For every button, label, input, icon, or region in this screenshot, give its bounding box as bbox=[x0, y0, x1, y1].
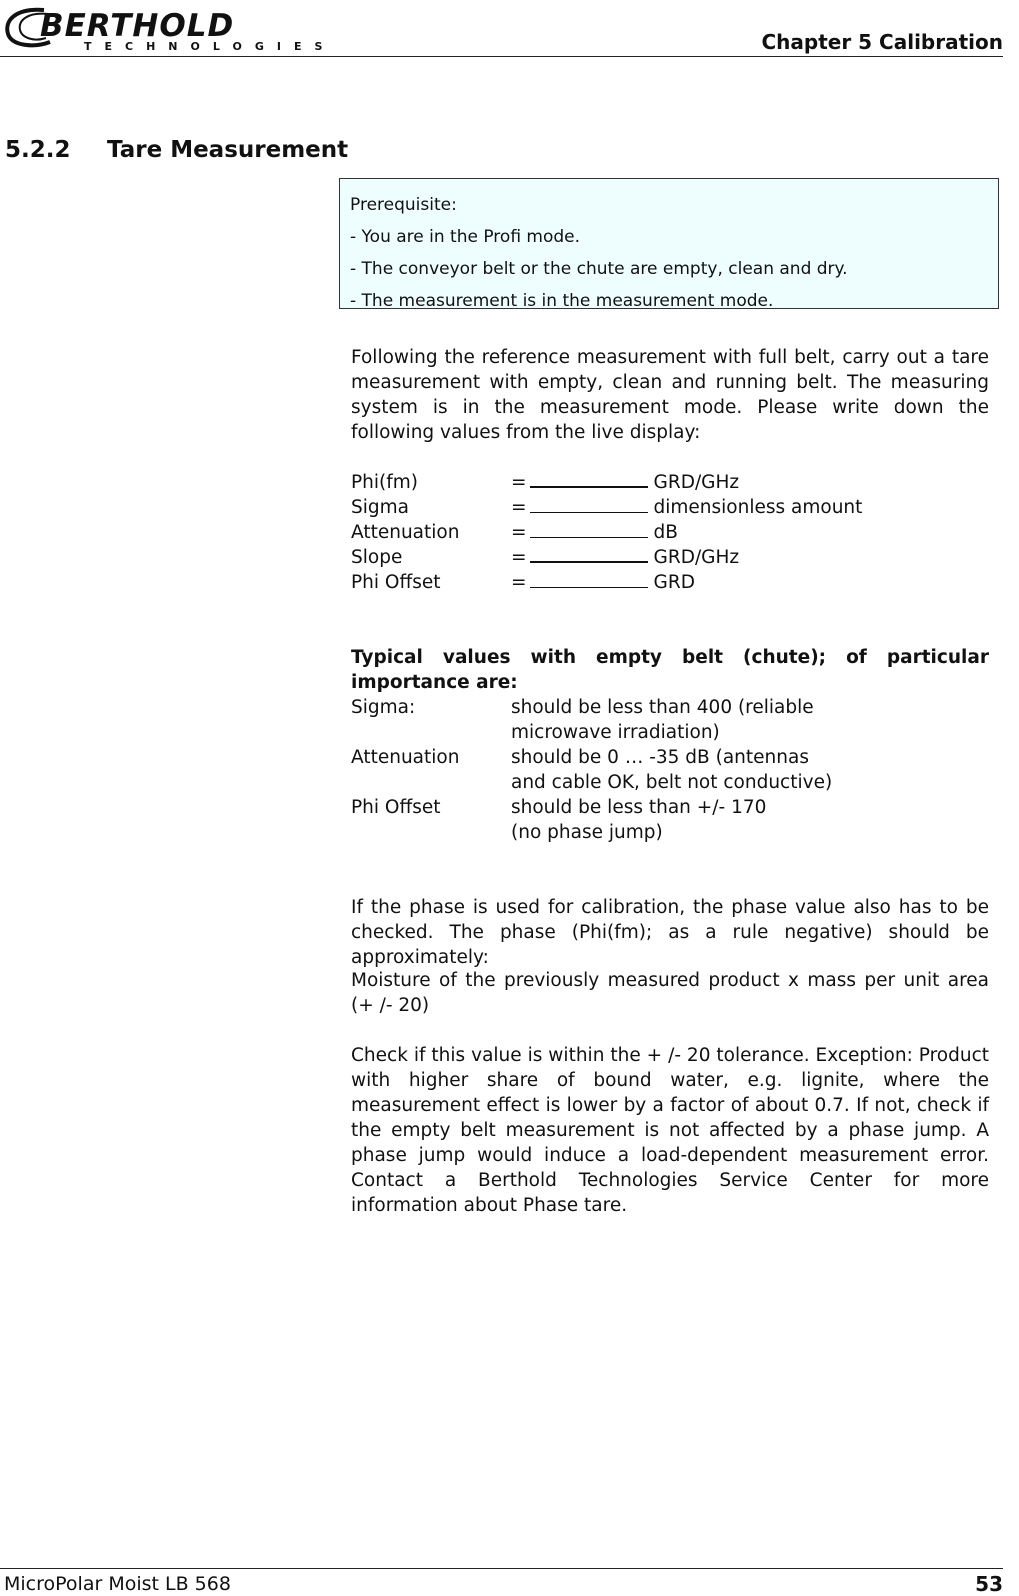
value-label: Sigma bbox=[351, 497, 409, 518]
value-row-fill bbox=[511, 520, 678, 545]
value-label: Slope bbox=[351, 547, 403, 568]
typical-label: Phi Offset bbox=[351, 797, 441, 818]
page-number: 53 bbox=[975, 1572, 1003, 1596]
chapter-title: Chapter 5 Calibration bbox=[761, 30, 1003, 54]
footer-product-name: MicroPolar Moist LB 568 bbox=[4, 1573, 231, 1595]
section-number: 5.2.2 bbox=[5, 137, 71, 163]
logo-subtext: TECHNOLOGIES bbox=[84, 40, 336, 53]
value-row-fill bbox=[511, 570, 695, 595]
section-title: Tare Measurement bbox=[107, 137, 349, 163]
value-row-fill bbox=[511, 470, 739, 495]
footer-divider bbox=[0, 1568, 1003, 1569]
logo-wordmark: BERTHOLD bbox=[40, 8, 235, 44]
blank-line bbox=[530, 586, 648, 588]
equals-sign: = bbox=[511, 472, 527, 493]
intro-paragraph: Following the reference measurement with full belt, carry out a tare measurement with empty, clean and running belt. The measuring system is in the measurement mode. Please write down the following values from the live display: bbox=[351, 347, 989, 443]
typical-text: should be less than +/- 170 bbox=[511, 797, 767, 818]
prerequisite-heading: Prerequisite: bbox=[350, 195, 457, 215]
typical-text: should be less than 400 (reliable bbox=[511, 697, 814, 718]
prerequisite-item: - You are in the Profi mode. bbox=[350, 227, 581, 247]
value-row-fill bbox=[511, 495, 862, 520]
value-unit: dB bbox=[653, 522, 678, 543]
typical-text: should be 0 … -35 dB (antennas bbox=[511, 747, 809, 768]
value-unit: dimensionless amount bbox=[653, 497, 863, 518]
moisture-paragraph: Moisture of the previously measured product x mass per unit area (+ /- 20) bbox=[351, 970, 989, 1016]
value-unit: GRD/GHz bbox=[653, 472, 740, 493]
value-unit: GRD/GHz bbox=[653, 547, 740, 568]
typical-heading-line2: importance are: bbox=[351, 672, 518, 693]
blank-line bbox=[530, 536, 648, 538]
value-label: Attenuation bbox=[351, 522, 460, 543]
equals-sign: = bbox=[511, 572, 527, 593]
blank-line bbox=[530, 485, 648, 488]
phase-paragraph: If the phase is used for calibration, the phase value also has to be checked. The phase (Phi(fm); as a rule negative) should be approximately: bbox=[351, 897, 989, 968]
check-paragraph: Check if this value is within the + /- 20 tolerance. Exception: Product with higher share of bound water, e.g. lignite, where the measurement effect is lower by a factor of about 0.7. If not, check if the empty belt measurement is not affected by a phase jump. A phase jump would induce a load-dependent measurement error. Contact a Berthold Technologies Service Center for more information about Phase tare. bbox=[351, 1045, 989, 1216]
typical-text: microwave irradiation) bbox=[511, 722, 720, 743]
typical-text: and cable OK, belt not conductive) bbox=[511, 772, 833, 793]
value-unit: GRD bbox=[653, 572, 695, 593]
blank-line bbox=[530, 560, 648, 563]
blank-line bbox=[530, 511, 648, 513]
value-row-fill bbox=[511, 545, 739, 570]
value-label: Phi Offset bbox=[351, 572, 441, 593]
prerequisite-item: - The conveyor belt or the chute are empty, clean and dry. bbox=[350, 259, 848, 279]
typical-text: (no phase jump) bbox=[511, 822, 663, 843]
prerequisite-item: - The measurement is in the measurement mode. bbox=[350, 291, 774, 311]
value-label: Phi(fm) bbox=[351, 472, 418, 493]
equals-sign: = bbox=[511, 547, 527, 568]
prerequisite-box bbox=[339, 178, 999, 309]
typical-label: Sigma: bbox=[351, 697, 416, 718]
typical-heading-line1: Typical values with empty belt (chute); of particular bbox=[351, 647, 989, 668]
typical-label: Attenuation bbox=[351, 747, 460, 768]
header-divider bbox=[0, 56, 1003, 57]
equals-sign: = bbox=[511, 497, 527, 518]
equals-sign: = bbox=[511, 522, 527, 543]
company-logo bbox=[4, 6, 336, 53]
